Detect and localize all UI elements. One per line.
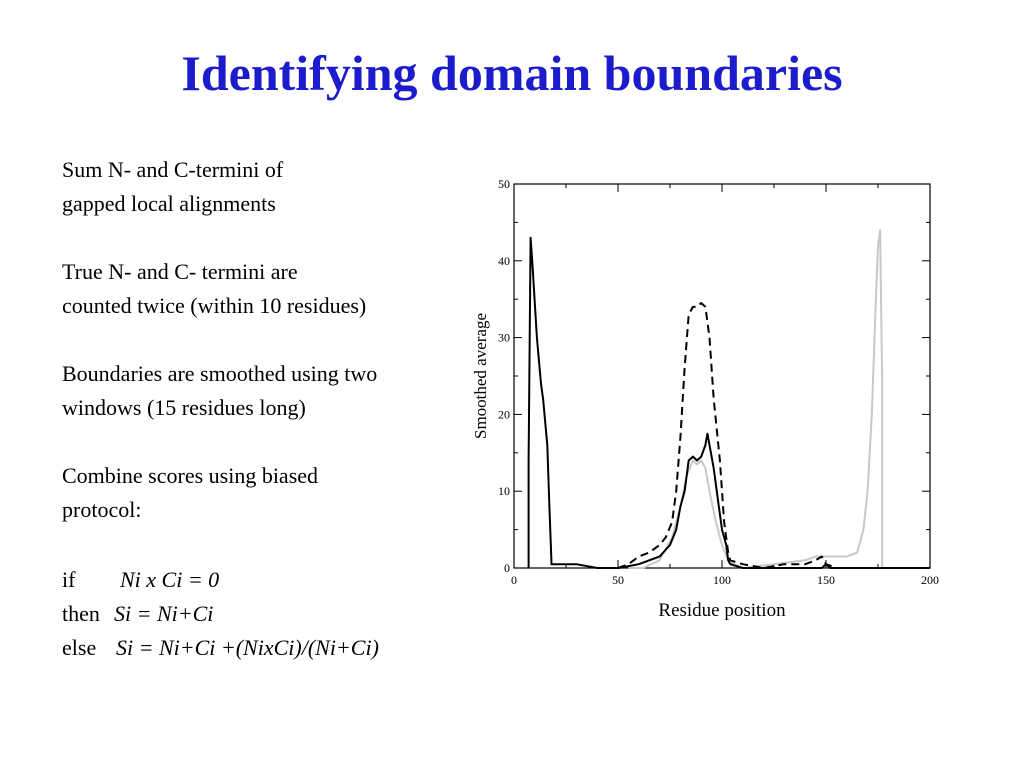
plot-border (514, 184, 930, 568)
bullet-line: protocol: (62, 497, 142, 522)
rule-expression: Ni x Ci = 0 (120, 567, 220, 592)
x-tick-label: 150 (817, 573, 835, 587)
bullet-line: Boundaries are smoothed using two (62, 361, 378, 386)
y-tick-label: 20 (498, 407, 510, 422)
y-tick-label: 30 (498, 330, 510, 345)
bullet-line: windows (15 residues long) (62, 395, 306, 420)
y-tick-label: 0 (504, 561, 510, 575)
bullet-line: gapped local alignments (62, 191, 276, 216)
y-tick-label: 50 (498, 177, 510, 191)
x-axis-label: Residue position (658, 600, 786, 621)
x-tick-label: 50 (612, 573, 624, 587)
rule-keyword: else (62, 635, 97, 660)
y-tick-label: 40 (498, 253, 510, 268)
x-tick-label: 100 (713, 573, 731, 587)
bullet-line: Sum N- and C-termini of (62, 157, 284, 182)
series-line-1 (529, 238, 930, 568)
rule-expression: Si = Ni+Ci +(NixCi)/(Ni+Ci) (116, 635, 379, 660)
x-tick-label: 0 (511, 573, 517, 587)
x-tick-label: 200 (921, 573, 939, 587)
series-line-3 (628, 230, 882, 568)
bullet-line: Combine scores using biased (62, 463, 319, 488)
bullet-line: True N- and C- termini are (62, 259, 298, 284)
series-line-2 (618, 303, 836, 568)
rule-keyword: then (62, 601, 100, 626)
bullet-line: counted twice (within 10 residues) (62, 293, 367, 318)
y-axis-label: Smoothed average (471, 312, 490, 440)
series-lines (529, 230, 930, 568)
y-tick-label: 10 (498, 484, 510, 499)
slide-title: Identifying domain boundaries (181, 45, 843, 101)
rule-keyword: if (62, 567, 76, 592)
plot-frame (514, 184, 930, 568)
rule-expression: Si = Ni+Ci (114, 601, 214, 626)
